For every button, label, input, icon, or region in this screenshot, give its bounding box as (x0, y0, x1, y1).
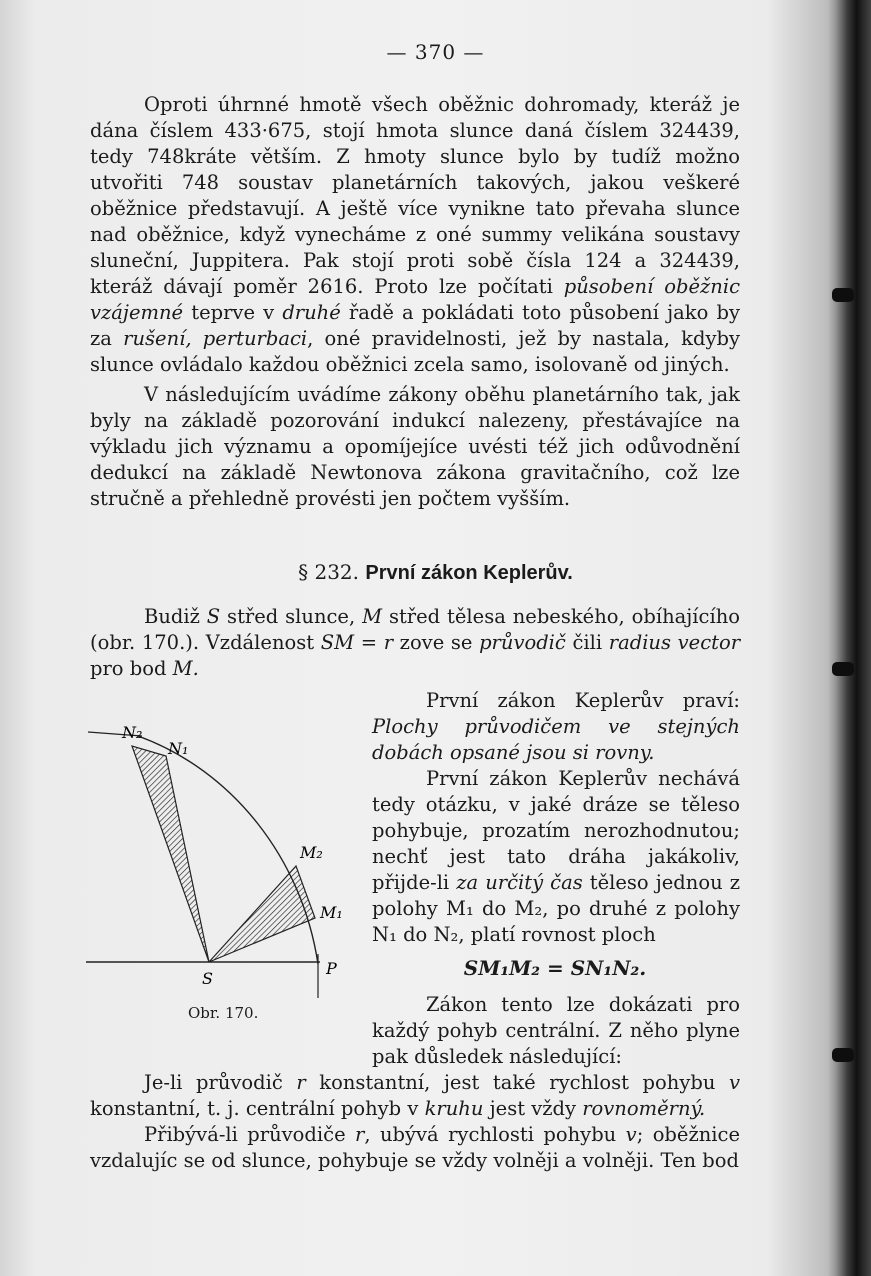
label-s: S (202, 969, 213, 988)
area-equality-formula: SM₁M₂ = SN₁N₂. (463, 956, 647, 980)
label-m2: M₂ (300, 843, 323, 862)
paragraph-kepler-law: První zákon Keplerův praví: Plochy průvodičem ve stejných dobách opsané jsou si rovny. (372, 689, 740, 764)
label-m1: M₁ (320, 903, 343, 922)
binding-stitch (832, 662, 854, 676)
book-binding (835, 0, 871, 1276)
kepler-area-figure (82, 718, 352, 1008)
binding-stitch (832, 1048, 854, 1062)
paragraph-increasing-radius: Přibývá-li průvodiče r, ubývá rychlosti pohybu v; oběžnice vzdalujíc se od slunce, pohybuje se vždy volněji a volněji. Ten bod (90, 1123, 740, 1172)
figure-caption: Obr. 170. (188, 1004, 259, 1022)
label-n1: N₁ (168, 739, 189, 758)
label-n2: N₂ (122, 723, 143, 742)
paragraph-planetary-laws: V následujícím uvádíme zákony oběhu planetárního tak, jak byly na základě pozorování indukcí nalezeny, přestávajíce na výkladu jich významu a opomíjejíce uvésti též jich odůvodnění dedukcí na základě Newtonova zákona gravitačního, což lze stručně a přehledně provésti jen počtem vyšším. (90, 383, 740, 510)
sector-sm1m2 (209, 866, 315, 962)
label-p: P (326, 959, 337, 978)
section-heading: § 232. První zákon Keplerův. (298, 560, 573, 584)
sector-sn1n2 (132, 746, 209, 962)
paragraph-constant-radius: Je-li průvodič r konstantní, jest také rychlost pohybu v konstantní, t. j. centrální pohyb v kruhu jest vždy rovnoměrný. (90, 1071, 741, 1120)
paragraph-kepler-explanation: První zákon Keplerův nechává tedy otázku, v jaké dráze se těleso pohybuje, prozatím nerozhodnutou; nechť jest tato dráha jakákoliv, přijde-li za určitý čas těleso jednou z polohy M₁ do M₂, po druhé z polohy N₁ do N₂, platí rovnost ploch (372, 767, 740, 946)
paragraph-mass-comparison: Oproti úhrnné hmotě všech oběžnic dohromady, kteráž je dána číslem 433·675, stojí hmota slunce daná číslem 324439, tedy 748kráte větším. Z hmoty slunce bylo by tudíž možno utvořiti 748 soustav planetárních takových, jakou veškeré oběžnice představují. A ještě více vynikne tato převaha slunce nad oběžnice, když vynecháme z oné summy velikána soustavy sluneční, Juppitera. Pak stojí proti sobě čísla 124 a 324439, kteráž dávají poměr 2616. Proto lze počítati působení oběžnic vzájemné teprve v druhé řadě a pokládati toto působení jako by za rušení, perturbaci, oné pravidelnosti, jež by nastala, kdyby slunce ovládalo každou oběžnici zcela samo, isolovaně od jiných. (90, 93, 740, 376)
paragraph-central-motion: Zákon tento lze dokázati pro každý pohyb centrální. Z něho plyne pak důsledek následující: (372, 993, 740, 1068)
paragraph-definition: Budiž S střed slunce, M střed tělesa nebeského, obíhajícího (obr. 170.). Vzdálenost SM = r zove se průvodič čili radius vector pro bod M. (90, 605, 741, 680)
binding-stitch (832, 288, 854, 302)
page-number: — 370 — (386, 40, 485, 64)
